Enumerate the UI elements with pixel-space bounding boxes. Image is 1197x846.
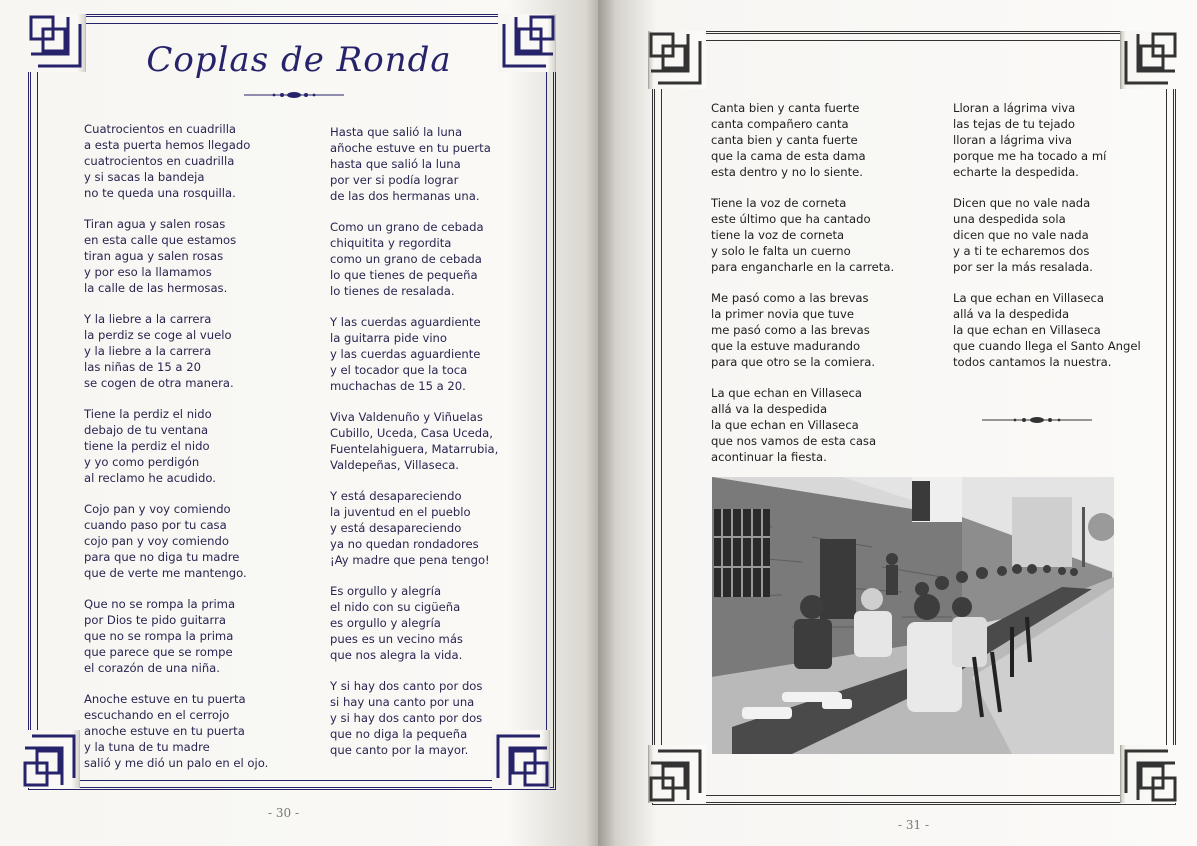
verse-line: tiene la voz de corneta [711,228,845,242]
stanza [953,195,1141,275]
divider-ornament-icon [244,90,344,100]
verse-line: dicen que no vale nada [953,228,1089,242]
stanza [84,121,268,201]
verse-line: este último que ha cantado [711,212,871,226]
verse-line: y la tuna de tu madre [84,740,210,754]
page-title: Coplas de Ronda [146,40,452,80]
left-page [0,0,598,846]
verse-line: para que no diga tu madre [84,550,240,564]
verse-line: echarte la despedida. [953,165,1079,179]
right-column-2 [953,100,1141,385]
verse-line: todos cantamos la nuestra. [953,355,1112,369]
corner-knot-icon [1120,745,1178,803]
right-column-1 [711,100,894,480]
verse-line: Y está desapareciendo [330,489,462,503]
verse-line: si hay una canto por una [330,695,475,709]
verse-line: y yo como perdigón [84,455,200,469]
stanza [84,501,268,581]
verse-line: anoche estuve en tu puerta [84,724,245,738]
verse-line: Tiran agua y salen rosas [84,217,226,231]
verse-line: Cojo pan y voy comiendo [84,502,231,516]
verse-line: la calle de las hermosas. [84,281,228,295]
verse-line: la juventud en el pueblo [330,505,471,519]
verse-line: al reclamo he acudido. [84,471,216,485]
verse-line: se cogen de otra manera. [84,376,234,390]
verse-line: es orgullo y alegría [330,616,441,630]
stanza [330,583,498,663]
stanza [330,409,498,473]
verse-line: canta compañero canta [711,117,849,131]
left-column-1 [84,121,268,786]
verse-line: la que echan en Villaseca [711,418,859,432]
verse-line: porque me ha tocado a mí [953,149,1107,163]
verse-line: debajo de tu ventana [84,423,209,437]
verse-line: me pasó como a las brevas [711,323,870,337]
verse-line: escuchando en el cerrojo [84,708,230,722]
verse-line: allá va la despedida [953,307,1070,321]
verse-line: en esta calle que estamos [84,233,237,247]
verse-line: que la cama de esta dama [711,149,866,163]
stanza [711,290,894,370]
verse-line: las niñas de 15 a 20 [84,360,201,374]
verse-line: por ver si podía lograr [330,173,459,187]
page-number: - 31 - [898,818,930,832]
verse-line: para que otro se la comiera. [711,355,876,369]
verse-line: Me pasó como a las brevas [711,291,869,305]
verse-line: y la liebre a la carrera [84,344,212,358]
verse-line: hasta que salió la luna [330,157,461,171]
verse-line: Y si hay dos canto por dos [330,679,483,693]
verse-line: no te queda una rosquilla. [84,186,236,200]
verse-line: que la estuve madurando [711,339,861,353]
verse-line: muchachas de 15 a 20. [330,379,466,393]
stanza [84,216,268,296]
verse-line: por ser la más resalada. [953,260,1093,274]
verse-line: canta bien y canta fuerte [711,133,858,147]
verse-line: las tejas de tu tejado [953,117,1075,131]
verse-line: para engancharle en la carreta. [711,260,895,274]
verse-line: cojo pan y voy comiendo [84,534,229,548]
left-column-2 [330,124,498,773]
verse-line: cuando paso por tu casa [84,518,227,532]
verse-line: allá va la despedida [711,402,828,416]
stanza [330,124,498,204]
verse-line: Cuatrocientos en cuadrilla [84,122,237,136]
verse-line: la que echan en Villaseca [953,323,1101,337]
verse-line: una despedida sola [953,212,1066,226]
corner-knot-icon [492,730,550,788]
verse-line: tiran agua y salen rosas [84,249,224,263]
verse-line: pues es un vecino más [330,632,463,646]
verse-line: La que echan en Villaseca [953,291,1105,305]
verse-line: y el tocador que la toca [330,363,468,377]
stanza [953,100,1141,180]
street-meal-photo [712,477,1114,754]
verse-line: Hasta que salió la luna [330,125,463,139]
verse-line: y está desapareciendo [330,521,462,535]
verse-line: Y la liebre a la carrera [84,312,212,326]
verse-line: que nos alegra la vida. [330,648,463,662]
verse-line: Cubillo, Uceda, Casa Uceda, [330,426,493,440]
stanza [84,311,268,391]
stanza [953,290,1141,370]
verse-line: tiene la perdiz el nido [84,439,210,453]
verse-line: lo que tienes de pequeña [330,268,478,282]
stanza [711,195,894,275]
corner-knot-icon [22,730,80,788]
verse-line: la perdiz se coge al vuelo [84,328,232,342]
verse-line: y por eso la llamamos [84,265,212,279]
verse-line: Que no se rompa la prima [84,597,236,611]
verse-line: ya no quedan rondadores [330,537,479,551]
corner-knot-icon [648,31,706,89]
corner-knot-icon [1120,31,1178,89]
stanza [330,314,498,394]
divider-ornament-icon [982,415,1092,425]
verse-line: esta dentro y no lo siente. [711,165,863,179]
verse-line: que canto por la mayor. [330,743,469,757]
verse-line: y si hay dos canto por dos [330,711,483,725]
verse-line: que nos vamos de esta casa [711,434,877,448]
verse-line: acontinuar la fiesta. [711,450,827,464]
stanza [330,488,498,568]
verse-line: que parece que se rompe [84,645,233,659]
verse-line: Como un grano de cebada [330,220,484,234]
stanza [711,100,894,180]
stanza [84,406,268,486]
verse-line: Valdepeñas, Villaseca. [330,458,459,472]
verse-line: Y las cuerdas aguardiente [330,315,481,329]
verse-line: Tiene la perdiz el nido [84,407,212,421]
stanza [84,691,268,771]
verse-line: Anoche estuve en tu puerta [84,692,246,706]
stanza [330,678,498,758]
verse-line: y a ti te echaremos dos [953,244,1090,258]
verse-line: a esta puerta hemos llegado [84,138,251,152]
verse-line: chiquitita y regordita [330,236,452,250]
verse-line: Es orgullo y alegría [330,584,442,598]
verse-line: y solo le falta un cuerno [711,244,851,258]
verse-line: la primer novia que tuve [711,307,854,321]
verse-line: añoche estuve en tu puerta [330,141,491,155]
verse-line: y las cuerdas aguardiente [330,347,481,361]
verse-line: lloran a lágrima viva [953,133,1073,147]
verse-line: Tiene la voz de corneta [711,196,847,210]
verse-line: como un grano de cebada [330,252,482,266]
verse-line: que no se rompa la prima [84,629,234,643]
verse-line: Canta bien y canta fuerte [711,101,860,115]
stanza [84,596,268,676]
verse-line: que no diga la pequeña [330,727,468,741]
verse-line: La que echan en Villaseca [711,386,863,400]
verse-line: cuatrocientos en cuadrilla [84,154,235,168]
verse-line: Viva Valdenuño y Viñuelas [330,410,483,424]
verse-line: Dicen que no vale nada [953,196,1091,210]
verse-line: la guitarra pide vino [330,331,447,345]
verse-line: lo tienes de resalada. [330,284,455,298]
stanza [330,219,498,299]
page-number: - 30 - [268,806,300,820]
verse-line: el nido con su cigüeña [330,600,461,614]
verse-line: ¡Ay madre que pena tengo! [330,553,490,567]
verse-line: el corazón de una niña. [84,661,220,675]
verse-line: Fuentelahiguera, Matarrubia, [330,442,499,456]
verse-line: por Dios te pido guitarra [84,613,226,627]
verse-line: que cuando llega el Santo Angel [953,339,1141,353]
stanza [711,385,894,465]
verse-line: de las dos hermanas una. [330,189,480,203]
verse-line: que de verte me mantengo. [84,566,247,580]
verse-line: Lloran a lágrima viva [953,101,1076,115]
verse-line: y si sacas la bandeja [84,170,205,184]
verse-line: salió y me dió un palo en el ojo. [84,756,269,770]
corner-knot-icon [648,745,706,803]
